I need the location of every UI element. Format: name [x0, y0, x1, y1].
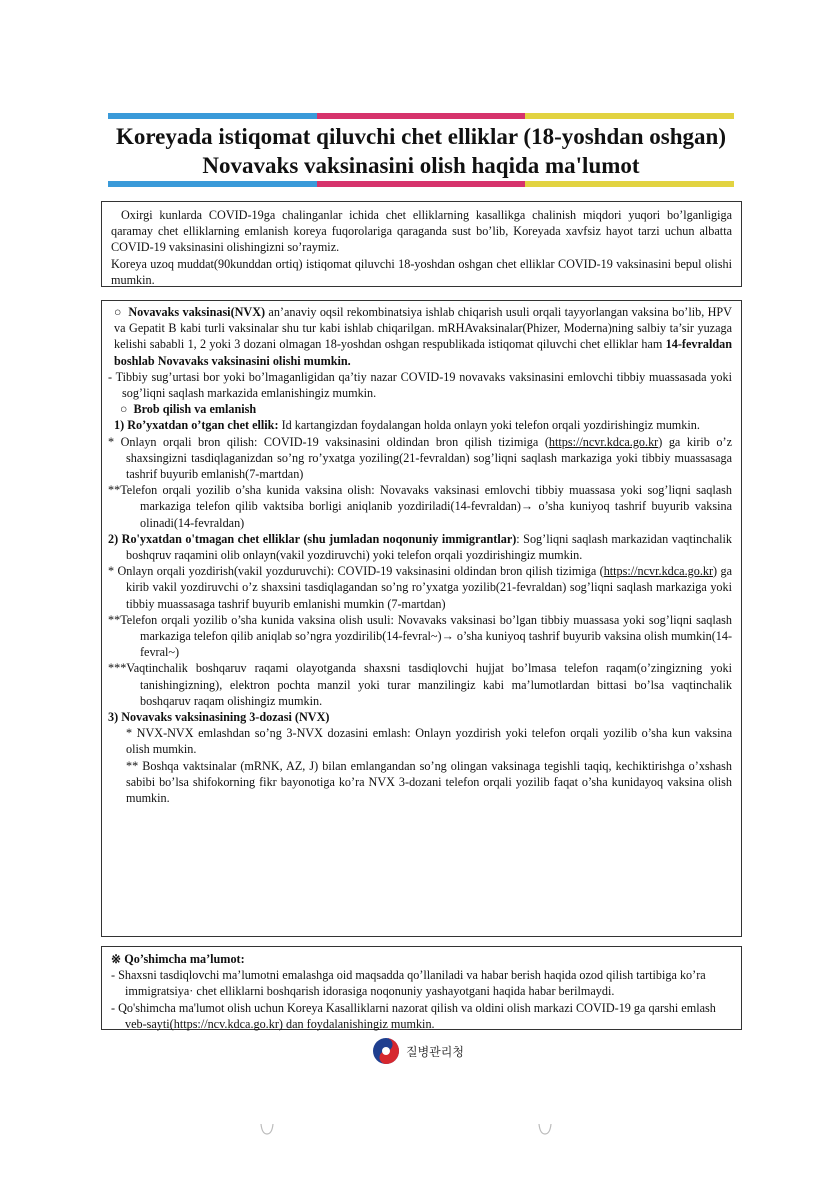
color-segment: [317, 181, 526, 187]
item-registered: [108, 417, 732, 433]
online-proxy-text-b: ) ga kirib vakil yozdiruvchi o’z shaxsini tasdiqlagandan so’ng ro’yxatga yozilib(21-fevraldan) sog’liqni saqlash markaziga yoki tibbiy muassasaga tashrif buyurib emlanishi mumkin (7-martdan): [126, 564, 732, 611]
section-nvx-note: - Tibbiy sug’urtasi bor yoki bo’lmaganligidan qa’tiy nazar COVID-19 novavaks vaksinasini emlovchi tibbiy muassasada yoki sog’liqni saqlash markazida emlanishingiz mumkin.: [108, 369, 732, 401]
item-registered-online: [108, 434, 732, 483]
item-unregistered-text: : Sog’liqni saqlash markazidan vaqtinchalik boshqruv raqamini olib onlayn(vakil yozdiruvchi) yoki telefon orqali yozdirishingiz mumkin.: [126, 531, 732, 563]
item-registered-heading: 1) Ro’yxatdan o’tgan chet ellik:: [114, 418, 279, 433]
item-unregistered-online: [108, 563, 732, 612]
section-booking: [108, 401, 732, 417]
item-unregistered-heading: 2) Ro'yxatdan o'tmagan chet elliklar (shu jumladan noqonuniy immigrantlar): [108, 531, 517, 546]
page-title: [108, 122, 734, 180]
item-unregistered-temp-number: ***Vaqtinchalik boshqaruv raqami olayotganda shaxsni tasdiqlovchi hujjat bo’lmasa telefon raqam(o’zingizning yoki tanishingizning), elektron pochta manzil yoki turar manzilingiz kabi ma’lumotlardan bittasi bo’lsa vaqtinchalik boshqaruv raqam olishingiz mumkin.: [108, 661, 732, 708]
section-nvx-heading: Novavaks vaksinasi(NVX): [128, 305, 266, 319]
booking-link[interactable]: https://ncvr.kdca.go.kr: [603, 564, 714, 579]
section-nvx-bold-end: 14-fevraldan boshlab Novavaks vaksinasini olishi mumkin.: [114, 337, 732, 368]
section-nvx-text: an’anaviy oqsil rekombinatsiya ishlab chiqarish usuli orqali tayyorlangan vaksina bo’lib, HPV va Gepatit B kabi turli vaksinalar shu tur kabi ishlab chiqarilgan. mRHAvaksinalar(Phizer, Moderna)ning salbiy ta’sir yuzaga kelishi sababli 1, 2 yoki 3 dozani olmagan 18-yoshdan oshgan respublikada istiqomat qiluvchi chet elliklar ham: [114, 305, 732, 352]
additional-info-heading-text: ※ Qo’shimcha ma’lumot:: [111, 952, 245, 966]
item-third-dose-heading: 3) Novavaks vaksinasining 3-dozasi (NVX): [108, 710, 330, 725]
main-info-box: [101, 300, 742, 937]
section-booking-heading: Brob qilish va emlanish: [133, 402, 257, 417]
intro-paragraph-1: Oxirgi kunlarda COVID-19ga chalinganlar ichida chet elliklarning kasallikga chalinish miqdori yuqori bo’lganligiga qaramay chet elliklarning emlanish koreya fuqorolariga qaraganda sust bo’lib, Koreyada xavfsiz hayot tarzi uchun albatta COVID-19 vaksinasini olishingizni so’raymiz.: [111, 208, 732, 255]
title-line-1: Koreyada istiqomat qiluvchi chet elliklar (18-yoshdan oshgan): [116, 124, 726, 149]
agency-name: 질병관리청: [406, 1044, 464, 1059]
intro-paragraph-2: Koreya uzoq muddat(90kunddan ortiq) istiqomat qiluvchi 18-yoshdan oshgan chet elliklar COVID-19 vaksinasini bepul olishi mumkin.: [111, 256, 732, 287]
item-third-dose: [108, 709, 732, 725]
color-segment: [108, 113, 317, 119]
item-registered-text: Id kartangizdan foydalangan holda onlayn yoki telefon orqali yozdirishingiz mumkin.: [278, 418, 700, 433]
color-segment: [525, 113, 734, 119]
circle-bullet-icon: ○: [120, 402, 128, 417]
online-text-b: ) ga kirib o’z shaxsingizni tasdiqlaganizdan so’ng ro’yxatga yoziling(21-fevraldan) sog’liqni saqlash markaziga yoki tibbiy muassasaga tashrif buyurib emlanish(7-martdan): [126, 434, 732, 482]
item-unregistered-phone: **Telefon orqali yozilib o’sha kunida vaksina olish usuli: Novavaks vaksinasi bo’lgan tibbiy muassasa yoki sog’liqni saqlash markaziga telefon qilib aniqlab so’ngra yozdirilib(14-fevral~)→ o’sha kuniyoq tashrif buyurib vaksina olish mumkin(14-fevral~): [108, 612, 732, 660]
color-segment: [108, 181, 317, 187]
section-nvx: [108, 304, 732, 369]
color-segment: [525, 181, 734, 187]
additional-info-item-1: - Shaxsni tasdiqlovchi ma’lumotni emalashga oid maqsadda qo’llaniladi va habar berish haqida ozod qilish tartibiga ko’ra immigratsiya· chet elliklarni boshqarish idorasiga noqonuniy yashayotgani haqida habar berilmaydi.: [111, 968, 706, 999]
online-text-a: * Onlayn orqali bron qilish: COVID-19 vaksinasini oldindan bron qilish tizimiga (: [108, 434, 549, 449]
punch-mark-icon: [536, 1120, 554, 1138]
circle-bullet-icon: ○: [114, 305, 122, 319]
item-third-dose-nvx: * NVX-NVX emlashdan so’ng 3-NVX dozasini emlash: Onlayn yozdirish yoki telefon orqali yozilib o’sha kun vaksina olish mumkin.: [126, 726, 732, 757]
bottom-color-bar: [108, 181, 734, 187]
top-color-bar: [108, 113, 734, 119]
intro-box: [101, 201, 742, 287]
item-unregistered: [108, 531, 732, 563]
additional-info-item-2: - Qo'shimcha ma'lumot olish uchun Koreya Kasalliklarni nazorat qilish va oldini olish markazi COVID-19 ga qarshi emlash veb-sayti(https://ncv.kdca.go.kr) dan foydalanishingiz mumkin.: [111, 1000, 716, 1031]
footer-agency: [372, 1036, 464, 1066]
booking-link[interactable]: https://ncvr.kdca.go.kr: [548, 434, 659, 449]
online-proxy-text-a: * Onlayn orqali yozdirish(vakil yozduruvchi): COVID-19 vaksinasini oldindan bron qilish tizimiga (: [108, 564, 604, 579]
additional-info-box: [101, 946, 742, 1030]
title-line-2: Novavaks vaksinasini olish haqida ma'lumot: [202, 153, 640, 178]
taegeuk-logo-icon: [372, 1037, 400, 1065]
item-third-dose-other: ** Boshqa vaktsinalar (mRNK, AZ, J) bilan emlangandan so’ng olingan vaksinaga tegishli taqiq, kechiktirishga o’xshash sabibi bo’lsa shifokorning fikr bayonotiga ko’ra NVX 3-dozani telefon orqali yozilib faqat o’sha kunidayoq vaksina olish mumkin.: [126, 758, 732, 806]
item-registered-phone: **Telefon orqali yozilib o’sha kunida vaksina olish: Novavaks vaksinasi emlovchi tibbiy muassasa yoki sog’liqni saqlash markaziga telefon qilib vaktsiba borligi aniqlanib yozdiriladi(14-fevraldan)→ o’sha kuniyoq tashrif buyurib vaksina olinadi(14-fevraldan): [108, 483, 732, 530]
additional-info-heading: [111, 951, 732, 967]
punch-mark-icon: [258, 1120, 276, 1138]
color-segment: [317, 113, 526, 119]
